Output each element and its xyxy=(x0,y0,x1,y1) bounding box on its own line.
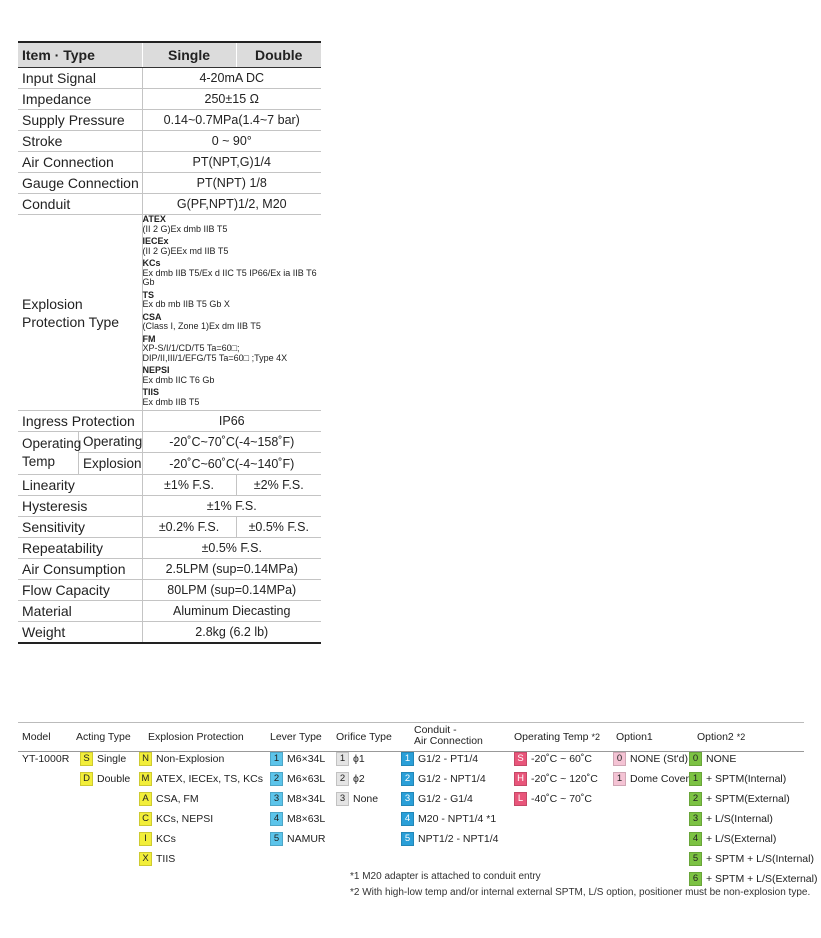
orifice-option-label: ϕ1 xyxy=(353,753,365,765)
option1-option-label: NONE (St'd) xyxy=(630,753,689,765)
acting-option-label: Double xyxy=(97,773,131,785)
header-orifice-type: Orifice Type xyxy=(336,731,392,743)
explosion-cert-title: KCs xyxy=(142,258,161,268)
header-conduit-line2: Air Connection xyxy=(414,735,483,747)
lever-option-label: M6×34L xyxy=(287,753,326,765)
explosion-option-label: Non-Explosion xyxy=(156,753,225,765)
option2-option-label: + L/S(External) xyxy=(706,833,777,845)
lever-option xyxy=(270,792,325,806)
conduit-option-label: G1/2 - NPT1/4 xyxy=(418,773,486,785)
row-conduit xyxy=(18,194,321,215)
conduit-option xyxy=(401,752,478,766)
header-explosion-protection: Explosion Protection xyxy=(148,731,244,743)
explosion-code-badge: C xyxy=(139,812,152,826)
temp-option xyxy=(514,792,592,806)
explosion-option xyxy=(139,772,263,786)
temp-option-label: -20˚C ~ 60˚C xyxy=(531,753,592,765)
header-operating-temp xyxy=(514,731,600,743)
value-ingress: IP66 xyxy=(142,411,321,432)
row-flow-capacity xyxy=(18,580,321,601)
lever-option-label: NAMUR xyxy=(287,833,326,845)
label-input-signal: Input Signal xyxy=(18,68,142,89)
option2-option-label: NONE xyxy=(706,753,737,765)
label-material: Material xyxy=(18,601,142,622)
explosion-option xyxy=(139,832,176,846)
value-air-connection: PT(NPT,G)1/4 xyxy=(142,152,321,173)
label-impedance: Impedance xyxy=(18,89,142,110)
explosion-cert-title: TS xyxy=(142,289,155,300)
value-hysteresis: ±1% F.S. xyxy=(142,496,321,517)
label-sensitivity: Sensitivity xyxy=(18,517,142,538)
explosion-code-badge: X xyxy=(139,852,152,866)
header-conduit-line1: Conduit - xyxy=(414,724,457,736)
explosion-option-label: KCs, NEPSI xyxy=(156,813,214,825)
header-conduit xyxy=(414,725,483,747)
header-double: Double xyxy=(236,42,321,68)
explosion-option xyxy=(139,852,175,866)
row-operating-temp-operating xyxy=(18,432,321,453)
lever-option-label: M8×63L xyxy=(287,813,326,825)
conduit-option-label: G1/2 - PT1/4 xyxy=(418,753,479,765)
acting-option xyxy=(80,772,130,786)
header-option2 xyxy=(697,731,745,743)
explosion-option-label: TIIS xyxy=(156,853,176,865)
row-linearity xyxy=(18,475,321,496)
temp-option-label: -40˚C ~ 70˚C xyxy=(531,793,592,805)
value-sensitivity-double: ±0.5% F.S. xyxy=(236,517,321,538)
acting-code-badge: D xyxy=(80,772,93,786)
conduit-option-label: NPT1/2 - NPT1/4 xyxy=(418,833,499,845)
value-supply-pressure: 0.14~0.7MPa(1.4~7 bar) xyxy=(142,110,321,131)
explosion-code-badge: N xyxy=(139,752,152,766)
label-linearity: Linearity xyxy=(18,475,142,496)
value-sensitivity-single: ±0.2% F.S. xyxy=(142,517,236,538)
header-option2-label: Option2 xyxy=(697,731,734,743)
label-temp-explosion: Explosion xyxy=(83,456,142,471)
conduit-code-badge: 4 xyxy=(401,812,414,826)
explosion-cert-detail: XP-S/I/1/CD/T5 Ta=60□; xyxy=(142,343,240,353)
explosion-cert-detail: Ex db mb IIB T5 Gb X xyxy=(142,299,230,309)
explosion-option-label: ATEX, IECEx, TS, KCs xyxy=(156,773,263,785)
lever-option xyxy=(270,812,325,826)
explosion-cert-title: ATEX xyxy=(142,214,166,224)
temp-code-badge: L xyxy=(514,792,527,806)
conduit-option xyxy=(401,832,499,846)
temp-option xyxy=(514,752,592,766)
explosion-option xyxy=(139,812,213,826)
label-air-connection: Air Connection xyxy=(18,152,142,173)
label-air-consumption: Air Consumption xyxy=(18,559,142,580)
header-single: Single xyxy=(142,42,236,68)
row-air-connection xyxy=(18,152,321,173)
explosion-cert-detail: (Class I, Zone 1)Ex dm IIB T5 xyxy=(142,321,261,331)
option2-option xyxy=(689,752,736,766)
row-hysteresis xyxy=(18,496,321,517)
value-conduit: G(PF,NPT)1/2, M20 xyxy=(142,194,321,215)
orifice-code-badge: 1 xyxy=(336,752,349,766)
explosion-cert-title: NEPSI xyxy=(142,365,170,375)
header-option2-note: *2 xyxy=(736,732,746,742)
option2-code-badge: 0 xyxy=(689,752,702,766)
value-weight: 2.8kg (6.2 lb) xyxy=(142,622,321,644)
value-temp-operating: -20˚C~70˚C(-4~158˚F) xyxy=(142,432,321,453)
explosion-code-badge: I xyxy=(139,832,152,846)
header-item-type: Item · Type xyxy=(18,42,142,68)
option2-option xyxy=(689,872,817,886)
row-supply-pressure xyxy=(18,110,321,131)
row-explosion-protection xyxy=(18,215,321,411)
header-model: Model xyxy=(22,731,51,743)
lever-option xyxy=(270,772,325,786)
option2-code-badge: 3 xyxy=(689,812,702,826)
option2-option-label: + SPTM + L/S(External) xyxy=(706,873,818,885)
conduit-option xyxy=(401,772,486,786)
value-input-signal: 4-20mA DC xyxy=(142,68,321,89)
lever-option xyxy=(270,832,326,846)
explosion-protection-list xyxy=(142,215,321,411)
explosion-cert-title: FM xyxy=(142,333,156,344)
label-repeatability: Repeatability xyxy=(18,538,142,559)
orifice-option-label: None xyxy=(353,793,379,805)
label-operating-temp: Operating Temp xyxy=(18,432,79,474)
explosion-option xyxy=(139,792,199,806)
temp-option-label: -20˚C ~ 120˚C xyxy=(531,773,598,785)
footnote-2: *2 With high-low temp and/or internal external SPTM, L/S option, positioner must be non-explosion type. xyxy=(350,887,811,898)
value-stroke: 0 ~ 90° xyxy=(142,131,321,152)
value-impedance: 250±15 Ω xyxy=(142,89,321,110)
lever-code-badge: 3 xyxy=(270,792,283,806)
explosion-cert-detail: Ex dmb IIB T5/Ex d IIC T5 IP66/Ex ia IIB T6 Gb xyxy=(142,267,317,287)
acting-code-badge: S xyxy=(80,752,93,766)
value-gauge-connection: PT(NPT) 1/8 xyxy=(142,173,321,194)
option1-option xyxy=(613,772,689,786)
row-weight xyxy=(18,622,321,644)
lever-option-label: M8×34L xyxy=(287,793,326,805)
acting-option-label: Single xyxy=(97,753,127,765)
option1-option xyxy=(613,752,688,766)
explosion-cert-detail: (II 2 G)EEx md IIB T5 xyxy=(142,245,229,256)
orifice-option xyxy=(336,752,365,766)
orifice-option-label: ϕ2 xyxy=(353,773,365,785)
value-linearity-single: ±1% F.S. xyxy=(142,475,236,496)
option2-option xyxy=(689,852,814,866)
label-ingress: Ingress Protection xyxy=(18,411,142,432)
conduit-code-badge: 5 xyxy=(401,832,414,846)
lever-code-badge: 2 xyxy=(270,772,283,786)
option2-option-label: + SPTM(Internal) xyxy=(706,773,787,785)
explosion-cert-title: TIIS xyxy=(142,387,160,397)
spec-header-row xyxy=(18,42,321,68)
row-input-signal xyxy=(18,68,321,89)
temp-code-badge: S xyxy=(514,752,527,766)
row-sensitivity xyxy=(18,517,321,538)
option2-option xyxy=(689,772,786,786)
orifice-option xyxy=(336,792,378,806)
value-linearity-double: ±2% F.S. xyxy=(236,475,321,496)
explosion-option-label: CSA, FM xyxy=(156,793,199,805)
option2-option xyxy=(689,832,776,846)
label-conduit: Conduit xyxy=(18,194,142,215)
temp-code-badge: H xyxy=(514,772,527,786)
explosion-code-badge: A xyxy=(139,792,152,806)
option2-code-badge: 6 xyxy=(689,872,702,886)
conduit-option-label: M20 - NPT1/4 *1 xyxy=(418,813,497,825)
orifice-code-badge: 2 xyxy=(336,772,349,786)
header-acting-type: Acting Type xyxy=(76,731,131,743)
label-hysteresis: Hysteresis xyxy=(18,496,142,517)
header-operating-temp-label: Operating Temp xyxy=(514,731,589,743)
conduit-code-badge: 3 xyxy=(401,792,414,806)
option2-option-label: + SPTM + L/S(Internal) xyxy=(706,853,814,865)
ordering-header xyxy=(18,722,804,752)
option1-option-label: Dome Cover xyxy=(630,773,689,785)
row-material xyxy=(18,601,321,622)
orifice-code-badge: 3 xyxy=(336,792,349,806)
row-ingress xyxy=(18,411,321,432)
value-repeatability: ±0.5% F.S. xyxy=(142,538,321,559)
lever-code-badge: 4 xyxy=(270,812,283,826)
label-stroke: Stroke xyxy=(18,131,142,152)
lever-option-label: M6×63L xyxy=(287,773,326,785)
footnote-1: *1 M20 adapter is attached to conduit entry xyxy=(350,871,541,882)
label-gauge-connection: Gauge Connection xyxy=(18,173,142,194)
header-lever-type: Lever Type xyxy=(270,731,322,743)
row-gauge-connection xyxy=(18,173,321,194)
explosion-cert-title: CSA xyxy=(142,311,162,322)
lever-code-badge: 1 xyxy=(270,752,283,766)
row-impedance xyxy=(18,89,321,110)
option2-option-label: + L/S(Internal) xyxy=(706,813,773,825)
conduit-option-label: G1/2 - G1/4 xyxy=(418,793,473,805)
option2-code-badge: 5 xyxy=(689,852,702,866)
explosion-code-badge: M xyxy=(139,772,152,786)
option2-code-badge: 2 xyxy=(689,792,702,806)
explosion-cert-detail: (II 2 G)Ex dmb IIB T5 xyxy=(142,223,228,234)
conduit-option xyxy=(401,792,473,806)
operating-temp-cell xyxy=(18,432,142,475)
spec-table xyxy=(18,41,321,644)
explosion-cert-title: IECEx xyxy=(142,236,169,246)
conduit-option xyxy=(401,812,496,826)
lever-option xyxy=(270,752,325,766)
row-repeatability xyxy=(18,538,321,559)
header-option1: Option1 xyxy=(616,731,653,743)
option1-code-badge: 1 xyxy=(613,772,626,786)
temp-option xyxy=(514,772,598,786)
option1-code-badge: 0 xyxy=(613,752,626,766)
option2-option-label: + SPTM(External) xyxy=(706,793,790,805)
label-weight: Weight xyxy=(18,622,142,644)
label-flow-capacity: Flow Capacity xyxy=(18,580,142,601)
explosion-cert-detail: DIP/II,III/1/EFG/T5 Ta=60□ ;Type 4X xyxy=(142,352,288,363)
header-operating-temp-note: *2 xyxy=(591,732,600,742)
option2-option xyxy=(689,792,790,806)
value-material: Aluminum Diecasting xyxy=(142,601,321,622)
option2-option xyxy=(689,812,773,826)
conduit-code-badge: 2 xyxy=(401,772,414,786)
row-stroke xyxy=(18,131,321,152)
option2-code-badge: 4 xyxy=(689,832,702,846)
row-air-consumption xyxy=(18,559,321,580)
value-flow-capacity: 80LPM (sup=0.14MPa) xyxy=(142,580,321,601)
orifice-option xyxy=(336,772,365,786)
explosion-cert-detail: Ex dmb IIC T6 Gb xyxy=(142,374,215,385)
option2-code-badge: 1 xyxy=(689,772,702,786)
conduit-code-badge: 1 xyxy=(401,752,414,766)
explosion-option xyxy=(139,752,224,766)
label-temp-operating: Operating xyxy=(79,432,142,453)
value-temp-explosion: -20˚C~60˚C(-4~140˚F) xyxy=(142,453,321,475)
explosion-option-label: KCs xyxy=(156,833,176,845)
acting-option xyxy=(80,752,126,766)
value-air-consumption: 2.5LPM (sup=0.14MPa) xyxy=(142,559,321,580)
label-explosion-protection: Explosion Protection Type xyxy=(18,215,142,411)
explosion-cert-detail: Ex dmb IIB T5 xyxy=(142,396,200,407)
label-supply-pressure: Supply Pressure xyxy=(18,110,142,131)
model-value: YT-1000R xyxy=(22,753,70,765)
lever-code-badge: 5 xyxy=(270,832,283,846)
